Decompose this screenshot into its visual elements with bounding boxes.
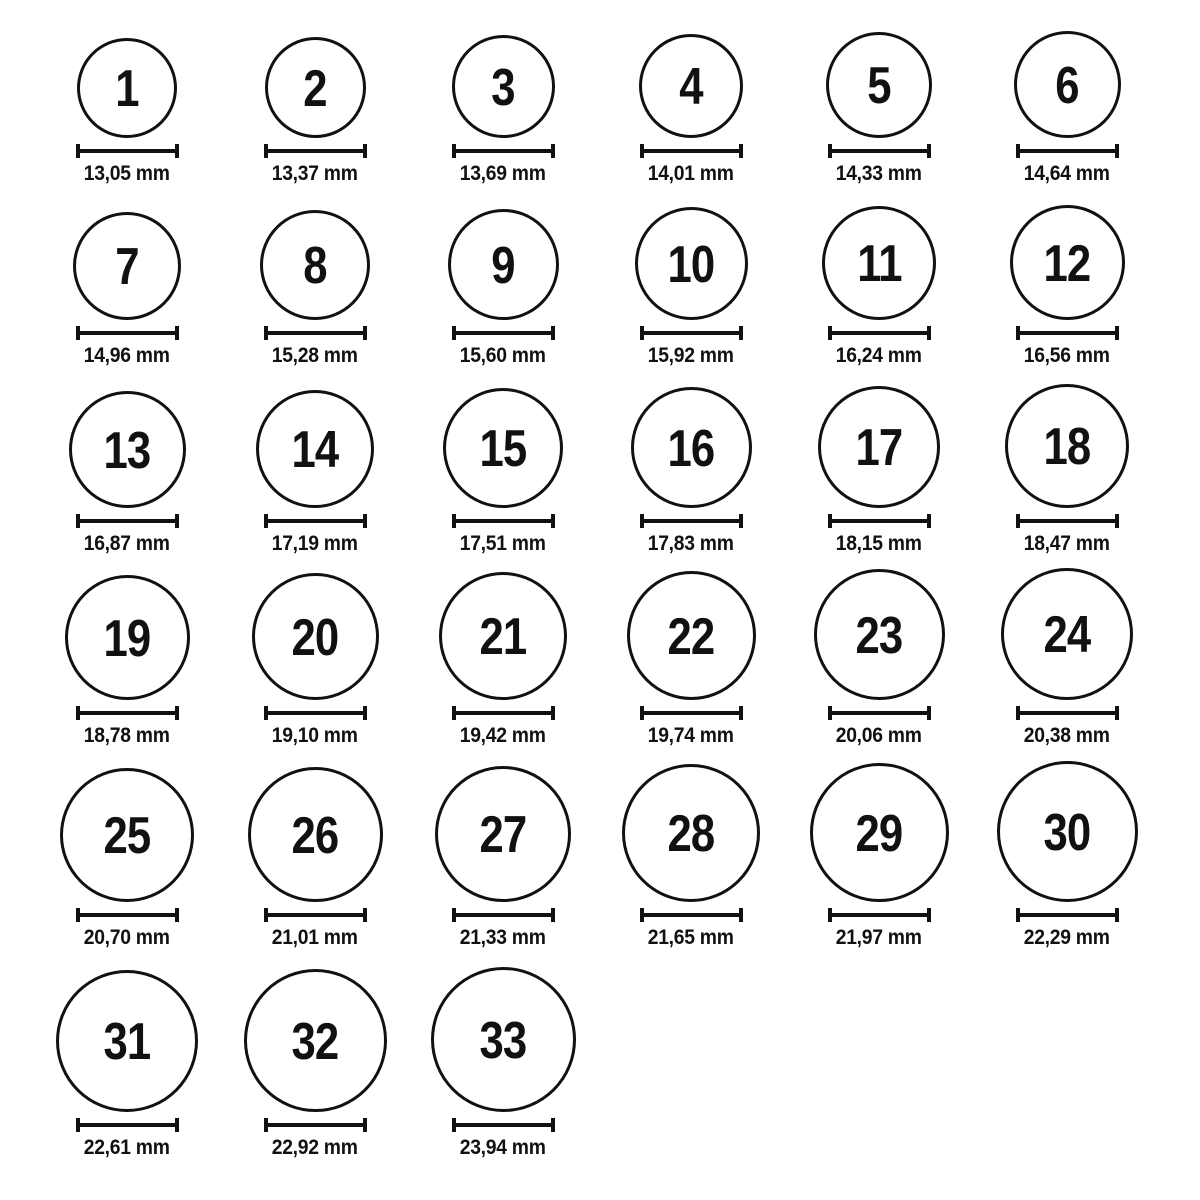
- chart-row: [33, 0, 1200, 186]
- diameter-measure-line: [452, 706, 555, 720]
- diameter-label: 21,01 mm: [272, 926, 358, 949]
- ring-circle: [244, 969, 387, 1112]
- diameter-label: 15,92 mm: [648, 344, 734, 367]
- ring-size-number: 23: [855, 606, 903, 665]
- ring-size-number: 14: [291, 421, 339, 479]
- ring-size-cell: [409, 209, 597, 368]
- ring-size-cell: [221, 210, 409, 368]
- diameter-label: 18,15 mm: [836, 532, 922, 555]
- ring-size-number: 26: [291, 806, 339, 865]
- ring-circle: [248, 767, 383, 902]
- ring-size-number: 25: [103, 807, 151, 865]
- diameter-label: 21,97 mm: [836, 926, 922, 949]
- ring-size-cell: [221, 390, 409, 556]
- diameter-measure-line: [76, 144, 179, 158]
- diameter-label: 14,64 mm: [1024, 162, 1110, 185]
- diameter-label: 19,74 mm: [648, 724, 734, 747]
- ring-circle: [431, 967, 576, 1112]
- ring-circle: [635, 207, 748, 320]
- diameter-label: 22,29 mm: [1024, 926, 1110, 949]
- ring-size-cell: [785, 386, 973, 556]
- diameter-label: 16,87 mm: [84, 532, 170, 555]
- ring-size-number: 21: [479, 608, 527, 666]
- ring-size-number: 13: [103, 421, 151, 480]
- ring-circle: [448, 209, 559, 320]
- diameter-label: 15,60 mm: [460, 344, 546, 367]
- diameter-label: 21,33 mm: [460, 926, 546, 949]
- diameter-measure-line: [1016, 514, 1119, 528]
- ring-size-cell: [33, 768, 221, 950]
- diameter-measure-line: [264, 706, 367, 720]
- ring-circle: [622, 764, 760, 902]
- diameter-measure-line: [452, 1118, 555, 1132]
- diameter-measure-line: [264, 1118, 367, 1132]
- ring-size-number: 8: [303, 237, 327, 295]
- ring-size-cell: [597, 207, 785, 368]
- ring-size-cell: [785, 206, 973, 368]
- ring-circle: [73, 212, 181, 320]
- ring-size-number: 10: [667, 235, 715, 294]
- diameter-measure-line: [828, 144, 931, 158]
- diameter-measure-line: [1016, 706, 1119, 720]
- ring-size-cell: [597, 34, 785, 186]
- chart-row: [33, 748, 1200, 950]
- diameter-label: 17,83 mm: [648, 532, 734, 555]
- diameter-measure-line: [264, 326, 367, 340]
- diameter-measure-line: [828, 706, 931, 720]
- ring-size-number: 24: [1043, 606, 1091, 664]
- diameter-label: 17,51 mm: [460, 532, 546, 555]
- ring-circle: [1014, 31, 1121, 138]
- diameter-measure-line: [76, 1118, 179, 1132]
- ring-circle: [439, 572, 567, 700]
- diameter-measure-line: [452, 908, 555, 922]
- ring-size-cell: [221, 969, 409, 1160]
- ring-circle: [452, 35, 555, 138]
- diameter-label: 18,47 mm: [1024, 532, 1110, 555]
- chart-row: [33, 556, 1200, 748]
- ring-circle: [65, 575, 190, 700]
- ring-circle: [56, 970, 198, 1112]
- diameter-measure-line: [76, 326, 179, 340]
- ring-circle: [631, 387, 752, 508]
- diameter-measure-line: [828, 514, 931, 528]
- ring-circle: [822, 206, 936, 320]
- ring-size-cell: [409, 967, 597, 1160]
- ring-size-number: 30: [1043, 803, 1091, 862]
- ring-size-number: 6: [1055, 56, 1079, 115]
- diameter-label: 22,92 mm: [272, 1136, 358, 1159]
- diameter-measure-line: [264, 514, 367, 528]
- ring-size-number: 22: [667, 607, 715, 666]
- ring-circle: [77, 38, 177, 138]
- ring-size-cell: [973, 384, 1161, 556]
- diameter-label: 16,24 mm: [836, 344, 922, 367]
- ring-size-cell: [409, 35, 597, 186]
- ring-size-number: 1: [115, 60, 139, 118]
- ring-circle: [1005, 384, 1129, 508]
- diameter-measure-line: [264, 908, 367, 922]
- ring-circle: [60, 768, 194, 902]
- diameter-measure-line: [828, 326, 931, 340]
- ring-size-number: 28: [667, 805, 715, 863]
- ring-size-cell: [33, 38, 221, 186]
- ring-size-cell: [409, 572, 597, 748]
- ring-size-cell: [409, 766, 597, 950]
- ring-size-cell: [973, 31, 1161, 186]
- ring-size-number: 11: [856, 235, 902, 293]
- diameter-measure-line: [452, 326, 555, 340]
- ring-size-number: 32: [291, 1012, 339, 1071]
- ring-circle: [1001, 568, 1133, 700]
- ring-size-cell: [221, 573, 409, 748]
- ring-size-cell: [785, 32, 973, 186]
- ring-size-number: 17: [855, 419, 903, 477]
- diameter-measure-line: [76, 514, 179, 528]
- chart-row: [33, 368, 1200, 556]
- ring-circle: [814, 569, 945, 700]
- ring-size-number: 12: [1043, 234, 1091, 293]
- diameter-measure-line: [264, 144, 367, 158]
- ring-size-cell: [597, 764, 785, 950]
- diameter-label: 13,37 mm: [272, 162, 358, 185]
- ring-circle: [997, 761, 1138, 902]
- ring-size-cell: [785, 763, 973, 950]
- diameter-label: 13,69 mm: [460, 162, 546, 185]
- diameter-measure-line: [452, 144, 555, 158]
- ring-size-number: 33: [479, 1011, 527, 1070]
- ring-circle: [260, 210, 370, 320]
- ring-size-cell: [785, 569, 973, 748]
- diameter-measure-line: [1016, 908, 1119, 922]
- diameter-measure-line: [640, 908, 743, 922]
- ring-size-cell: [221, 37, 409, 186]
- ring-size-cell: [221, 767, 409, 950]
- ring-circle: [256, 390, 374, 508]
- ring-size-number: 4: [679, 58, 703, 116]
- ring-circle: [265, 37, 366, 138]
- diameter-label: 21,65 mm: [648, 926, 734, 949]
- ring-circle: [1010, 205, 1125, 320]
- diameter-measure-line: [452, 514, 555, 528]
- ring-size-number: 29: [855, 804, 903, 863]
- ring-size-cell: [973, 568, 1161, 748]
- ring-circle: [810, 763, 949, 902]
- diameter-measure-line: [1016, 144, 1119, 158]
- diameter-label: 14,33 mm: [836, 162, 922, 185]
- diameter-label: 17,19 mm: [272, 532, 358, 555]
- diameter-measure-line: [640, 144, 743, 158]
- ring-size-number: 15: [479, 420, 527, 478]
- ring-size-number: 19: [103, 609, 151, 668]
- chart-row: [33, 950, 1200, 1160]
- diameter-label: 19,42 mm: [460, 724, 546, 747]
- ring-circle: [252, 573, 379, 700]
- ring-circle: [435, 766, 571, 902]
- diameter-label: 14,01 mm: [648, 162, 734, 185]
- diameter-label: 18,78 mm: [84, 724, 170, 747]
- diameter-measure-line: [640, 706, 743, 720]
- ring-circle: [639, 34, 743, 138]
- diameter-label: 20,70 mm: [84, 926, 170, 949]
- ring-circle: [69, 391, 186, 508]
- diameter-label: 22,61 mm: [84, 1136, 170, 1159]
- ring-size-number: 5: [867, 57, 891, 115]
- diameter-measure-line: [76, 908, 179, 922]
- ring-circle: [818, 386, 940, 508]
- diameter-measure-line: [640, 514, 743, 528]
- diameter-label: 20,06 mm: [836, 724, 922, 747]
- diameter-label: 20,38 mm: [1024, 724, 1110, 747]
- diameter-label: 15,28 mm: [272, 344, 358, 367]
- diameter-label: 19,10 mm: [272, 724, 358, 747]
- diameter-measure-line: [1016, 326, 1119, 340]
- ring-circle: [443, 388, 563, 508]
- diameter-measure-line: [76, 706, 179, 720]
- ring-size-number: 31: [103, 1013, 151, 1071]
- diameter-measure-line: [828, 908, 931, 922]
- ring-size-number: 27: [479, 806, 527, 864]
- diameter-label: 14,96 mm: [84, 344, 170, 367]
- ring-size-number: 3: [491, 58, 515, 117]
- ring-size-cell: [973, 761, 1161, 950]
- ring-size-cell: [973, 205, 1161, 368]
- ring-size-number: 2: [303, 59, 327, 118]
- diameter-label: 16,56 mm: [1024, 344, 1110, 367]
- ring-circle: [826, 32, 932, 138]
- diameter-label: 13,05 mm: [84, 162, 170, 185]
- ring-size-cell: [597, 387, 785, 556]
- ring-size-number: 16: [667, 419, 715, 478]
- ring-size-cell: [597, 571, 785, 748]
- ring-size-number: 18: [1043, 418, 1091, 476]
- ring-size-cell: [33, 970, 221, 1160]
- ring-size-cell: [409, 388, 597, 556]
- chart-row: [33, 186, 1200, 368]
- ring-size-cell: [33, 391, 221, 556]
- ring-size-number: 7: [115, 238, 139, 296]
- diameter-measure-line: [640, 326, 743, 340]
- ring-circle: [627, 571, 756, 700]
- diameter-label: 23,94 mm: [460, 1136, 546, 1159]
- ring-size-cell: [33, 575, 221, 748]
- ring-size-number: 20: [291, 608, 339, 667]
- ring-size-number: 9: [491, 236, 515, 295]
- ring-size-cell: [33, 212, 221, 368]
